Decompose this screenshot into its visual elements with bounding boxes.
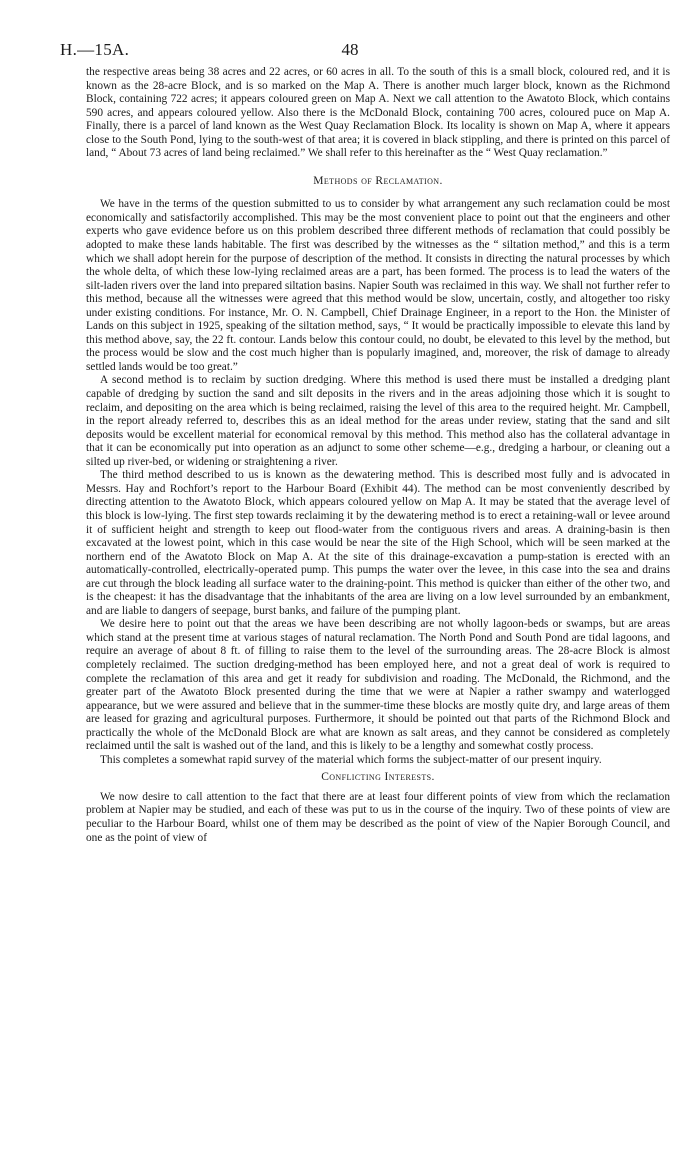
document-id: H.—15A. [60,40,130,59]
section-heading-conflicting: Conflicting Interests. [321,771,435,784]
intro-paragraph: the respective areas being 38 acres and 22 acres, or 60 acres in all. To the south of this is a small block, coloured red, and it is known as the 28-acre Block, and is so marked on the Map A. There is another much larger block, known as the Richmond Block, containing 722 acres; it appears coloured green on Map A. Next we call attention to the Awatoto Block, which contains 590 acres, and appears coloured yellow. Also there is the McDonald Block, containing 700 acres, coloured puce on Map A. Finally, there is a parcel of land known as the West Quay Reclamation Block. Its locality is shown on Map A, where it appears close to the South Pond, lying to the south-west of that area; it is covered in black stippling, and there is printed on this parcel of land, “ About 73 acres of land being reclaimed.” We shall refer to this hereinafter as the “ West Quay reclamation.” [86,66,670,160]
methods-paragraph-3: The third method described to us is known as the dewatering method. This is described most fully and is advocated in Messrs. Hay and Rochfort’s report to the Harbour Board (Exhibit 44). The method can be most conveniently described by directing attention to the Awatoto Block, which appears coloured yellow on Map A. It may be stated that the average level of this block is low-lying. The first step towards reclaiming it by the dewatering method is to erect a retaining-wall or levee around it of sufficient height and strength to keep out flood-water from the contiguous rivers and areas. A draining-basin is then excavated at the lowest point, which in this case would be near the site of the High School, which will be seen marked at the northern end of the Awatoto Block on Map A. At the site of this drainage-excavation a pump-station is erected with an automatically-controlled, electrically-operated pump. This pumps the water over the levee, in this case into the sea and drains are cut through the block leading all surface water to the draining-point. This method is quicker than either of the other two, and is the cheapest: it has the disadvantage that the inhabitants of the area are living on a low level surrounded by an embankment, and are liable to dangers of seepage, burst banks, and failure of the pumping plant. [86,469,670,617]
conflicting-paragraph-1: We now desire to call attention to the fact that there are at least four different points of view from which the reclamation problem at Napier may be studied, and each of these was put to us in the course of the inquiry. Two of these points of view are peculiar to the Harbour Board, whilst one of them may be described as the point of view of the Napier Borough Council, and one as the point of view of [86,790,670,844]
page-body [86,66,670,845]
page-header [52,40,648,62]
page-number: 48 [341,40,359,59]
methods-paragraph-2: A second method is to reclaim by suction dredging. Where this method is used there must be installed a dredging plant capable of dredging by suction the sand and silt deposits in the rivers and in the areas adjoining those which it is sought to reclaim, and depositing on the area which is being reclaimed, raising the level of this area to the required height. Mr. Campbell, in the report already referred to, describes this as an ideal method for the areas under review, stating that the sand and silt deposits would be excellent material for economical removal by this method. This method also has the collateral advantage in that it can be economically put into operation as an adjunct to some other scheme—e.g., dredging a harbour, or cleaning out a silted up river-bed, or widening or straightening a river. [86,374,670,468]
methods-paragraph-1: We have in the terms of the question submitted to us to consider by what arrangement any such reclamation could be most economically and satisfactorily accomplished. This may be the most convenient place to point out that the engineers and other experts who gave evidence before us on this problem described three different methods of reclamation that could possibly be adopted to make these lands habitable. The first was described by the witnesses as the “ siltation method,” and this is a term which we shall adopt herein for the purpose of description of the method. It consists in directing the natural processes by which the whole delta, of which these low-lying reclaimed areas are a part, has been formed. The process is to lead the waters of the silt-laden rivers over the land into prepared siltation basins. Napier South was reclaimed in this way. We shall not further refer to this method, because all the witnesses were agreed that this method would be slow, uncertain, costly, and altogether too risky under existing conditions. For instance, Mr. O. N. Campbell, Chief Drainage Engineer, in a report to the Hon. the Minister of Lands on this subject in 1925, speaking of the siltation method, says, “ It would be practically impossible to elevate this land by this method above, say, the 22 ft. contour. Lands below this contour could, no doubt, be elevated to this level by the method, but the process would be slow and the cost much higher than is popularly imagined, and, moreover, the risk of damage to already settled lands would be too great.” [86,198,670,373]
methods-paragraph-5: This completes a somewhat rapid survey of the material which forms the subject-matter of our present inquiry. [100,753,602,766]
methods-paragraph-4: We desire here to point out that the areas we have been describing are not wholly lagoon-beds or swamps, but are areas which stand at the present time at various stages of natural reclamation. The North Pond and South Pond are tidal lagoons, and require an average of about 8 ft. of filling to raise them to the level of the surrounding areas. The 28-acre Block is almost completely reclaimed. The suction dredging-method has been employed here, and not a great deal of work is required to complete the reclamation of this area and get it ready for subdivision and roading. The McDonald, the Richmond, and the greater part of the Awatoto Block presented during the time that we were at Napier a rather swampy and waterlogged appearance, but we were assured and believe that in the summer-time these blocks are mostly quite dry, and large areas of them are leased for grazing and agricultural purposes. Furthermore, it should be pointed out that parts of the Richmond Block and practically the whole of the McDonald Block are what are known as salt areas, and they cannot be considered as completely reclaimed until the salt is washed out of the land, and this is likely to be a lengthy and somewhat costly process. [86,618,670,753]
section-heading-methods: Methods of Reclamation. [313,174,443,187]
